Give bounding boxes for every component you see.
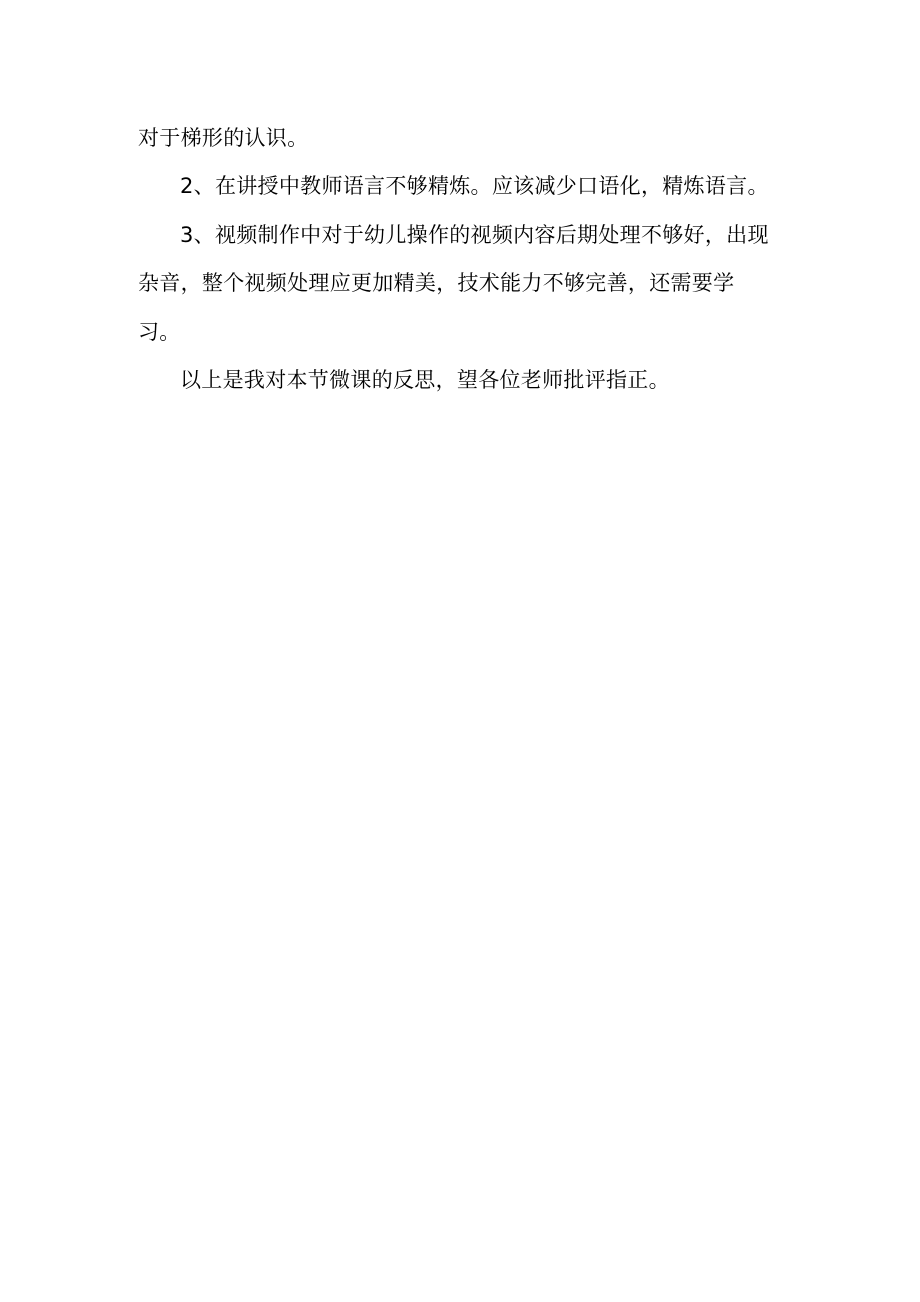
paragraph-line-4: 杂音，整个视频处理应更加精美，技术能力不够完善，还需要学 (138, 271, 735, 295)
paragraph-line-2: 2、在讲授中教师语言不够精炼。应该减少口语化，精炼语言。 (180, 174, 769, 198)
paragraph-line-3: 3、视频制作中对于幼儿操作的视频内容后期处理不够好，出现 (180, 223, 769, 247)
paragraph-line-6: 以上是我对本节微课的反思，望各位老师批评指正。 (180, 368, 670, 392)
paragraph-line-1: 对于梯形的认识。 (138, 126, 309, 150)
paragraph-line-5: 习。 (138, 320, 181, 344)
